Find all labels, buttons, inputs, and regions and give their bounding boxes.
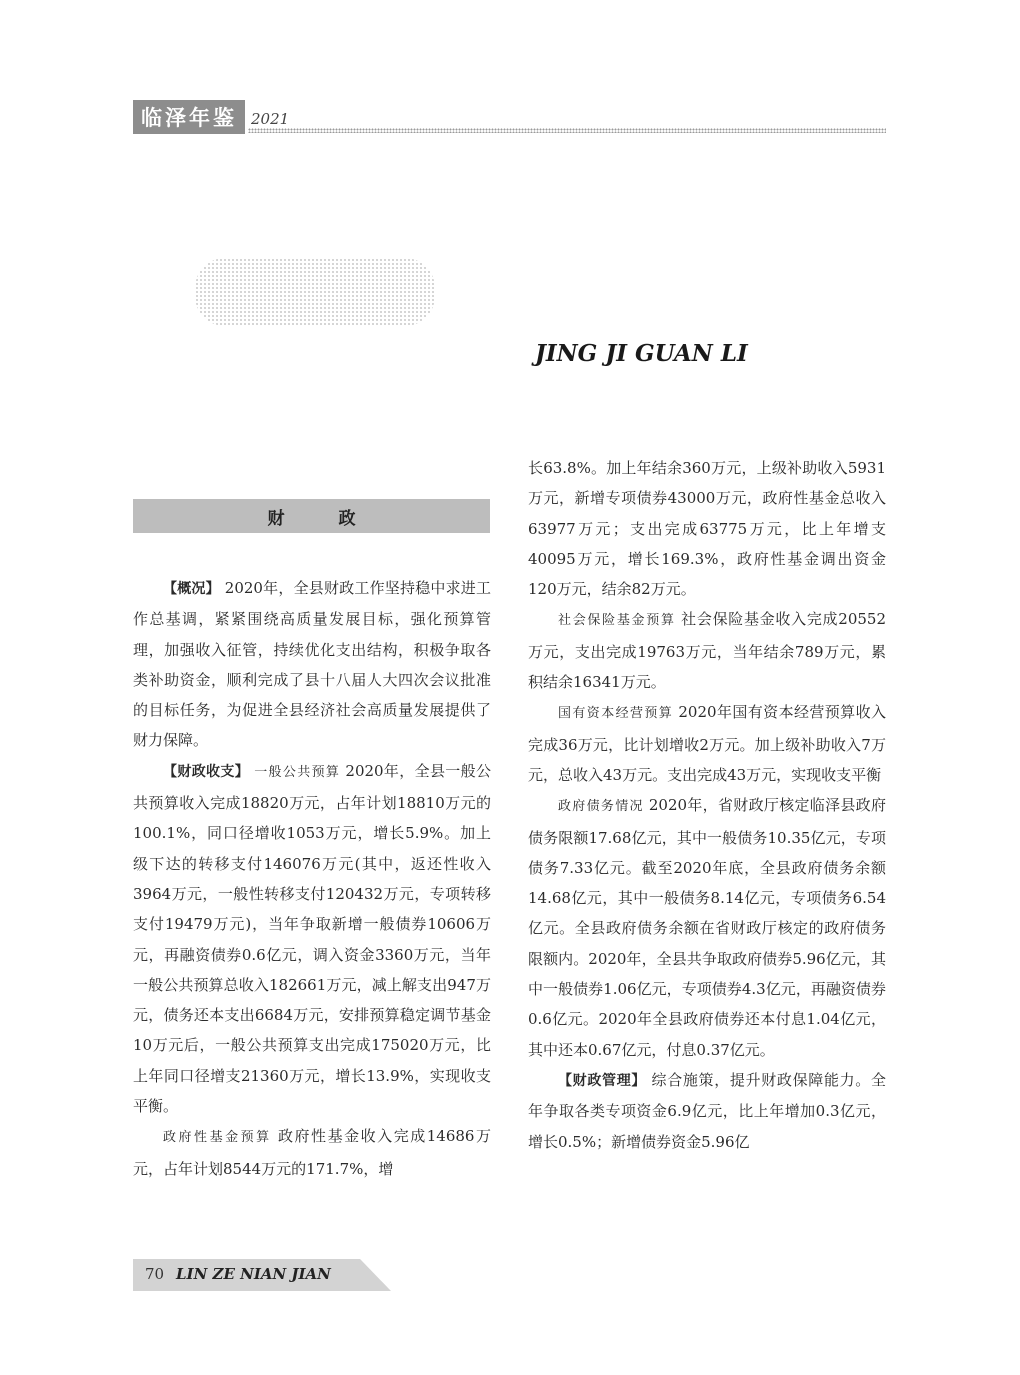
yearbook-logo-text: 临泽年鉴 bbox=[141, 106, 237, 130]
decorative-dotted-shape bbox=[195, 258, 435, 326]
state-capital-text: 2020年国有资本经营预算收入完成36万元，比计划增收2万元。加上级补助收入7万元，总收入43万元。支出完成43万元，实现收支平衡 bbox=[528, 703, 886, 784]
paragraph-government-fund-continued: 长63.8%。加上年结余360万元，上级补助收入5931万元，新增专项债券43000万元，政府性基金总收入63977万元；支出完成63775万元，比上年增支40095万元，增长169.3%，政府性基金调出资金120万元，结余82万元。 bbox=[528, 459, 886, 599]
general-budget-text: 2020年，全县一般公共预算收入完成18820万元，占年计划18810万元的100.1%，同口径增收1053万元，增长5.9%。加上级下达的转移支付146076万元(其中，返还性收入3964万元，一般性转移支付120432万元，专项转移支付19479万元)，当年争取新增一般债券10606万元，再融资债券0.6亿元，调入资金3360万元，当年一般公共预算总收入182661万元，减上解支出947万元，债务还本支出6684万元，安排预算稳定调节基金10万元后，一般公共预算支出完成175020万元，比上年同口径增支21360万元，增长13.9%，实现收支平衡。 bbox=[133, 761, 491, 1116]
section-heading: JING JI GUAN LI bbox=[535, 340, 748, 367]
paragraph-government-fund bbox=[133, 1121, 491, 1184]
paragraph-social-insurance bbox=[528, 604, 886, 697]
government-fund-text: 政府性基金收入完成14686万元，占年计划8544万元的171.7%，增 bbox=[133, 1127, 491, 1178]
social-insurance-text: 社会保险基金收入完成20552万元，支出完成19763万元，当年结余789万元，累积结余16341万元。 bbox=[528, 610, 886, 692]
column-title: 财 政 bbox=[267, 508, 380, 529]
tag-overview: 【概况】 bbox=[163, 581, 220, 597]
subheading-state-capital: 国有资本经营预算 bbox=[558, 706, 674, 722]
subheading-general-budget: 一般公共预算 bbox=[254, 764, 341, 780]
paragraph-state-capital bbox=[528, 697, 886, 790]
header-year: 2021 bbox=[251, 110, 290, 128]
paragraph-finance-management bbox=[528, 1065, 886, 1157]
finance-management-text: 综合施策，提升财政保障能力。全年争取各类专项资金6.9亿元，比上年增加0.3亿元，增长0.5%；新增债券资金5.96亿 bbox=[528, 1070, 886, 1151]
subheading-government-fund: 政府性基金预算 bbox=[163, 1130, 272, 1146]
yearbook-logo bbox=[133, 100, 245, 134]
paragraph-revenue-expenditure bbox=[133, 756, 491, 1122]
footer-title: LIN ZE NIAN JIAN bbox=[176, 1265, 331, 1283]
paragraph-government-debt bbox=[528, 790, 886, 1065]
right-column bbox=[528, 453, 886, 1157]
page-number: 70 bbox=[145, 1265, 165, 1283]
tag-revenue-expenditure: 【财政收支】 bbox=[163, 763, 250, 780]
left-column bbox=[133, 573, 491, 1184]
government-debt-text: 2020年，省财政厅核定临泽县政府债务限额17.68亿元，其中一般债务10.35亿元，专项债务7.33亿元。截至2020年底，全县政府债务余额14.68亿元，其中一般债务8.14亿元，专项债务6.54亿元。全县政府债务余额在省财政厅核定的政府债务限额内。2020年，全县共争取政府债券5.96亿元，其中一般债券1.06亿元，专项债券4.3亿元，再融资债券0.6亿元。2020年全县政府债券还本付息1.04亿元，其中还本0.67亿元，付息0.37亿元。 bbox=[528, 796, 886, 1059]
column-title-bar bbox=[133, 499, 490, 533]
header-dotted-rule bbox=[248, 128, 886, 133]
subheading-government-debt: 政府债务情况 bbox=[558, 799, 644, 815]
paragraph-overview bbox=[133, 573, 491, 756]
overview-text: 2020年，全县财政工作坚持稳中求进工作总基调，紧紧围绕高质量发展目标，强化预算管理，加强收入征管，持续优化支出结构，积极争取各类补助资金，顺利完成了县十八届人大四次会议批准的目标任务，为促进全县经济社会高质量发展提供了财力保障。 bbox=[133, 579, 491, 750]
subheading-social-insurance: 社会保险基金预算 bbox=[558, 613, 676, 629]
tag-finance-management: 【财政管理】 bbox=[558, 1072, 647, 1089]
